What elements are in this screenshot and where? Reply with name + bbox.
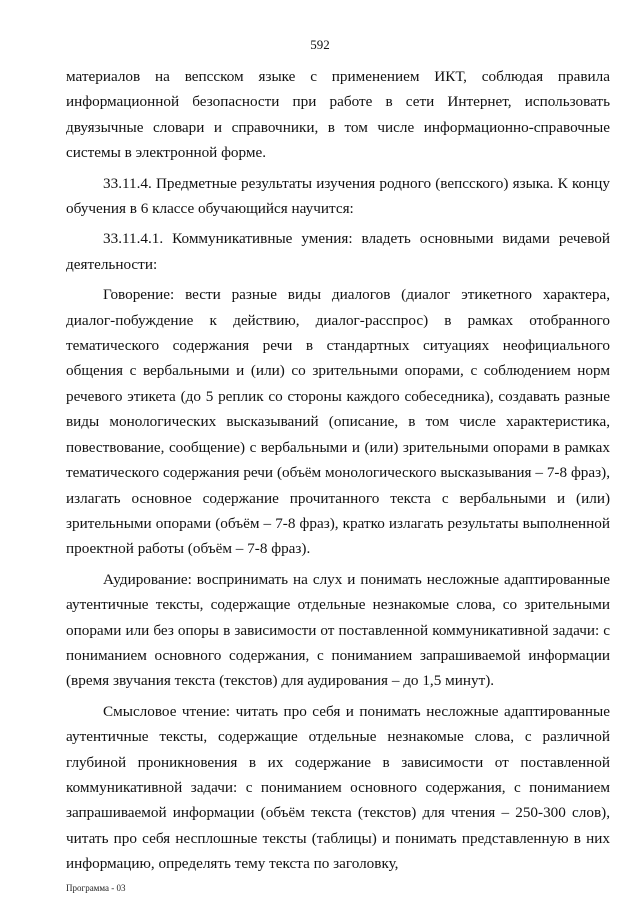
paragraph-continuation: материалов на вепсском языке с применением ИКТ, соблюдая правила информационной безопасности при работе в сети Интернет, использовать двуязычные словари и справочники, в том числе информационно-справочные системы в электронной форме. — [66, 68, 610, 162]
paragraph-section-33-11-4: 33.11.4. Предметные результаты изучения родного (вепсского) языка. К концу обучения в 6 классе обучающийся научится: — [66, 174, 610, 218]
paragraph-speaking: Говорение: вести разные виды диалогов (диалог этикетного характера, диалог-побуждение к действию, диалог-расспрос) в рамках отобранного тематического содержания речи в стандартных ситуациях неофициального общения с вербальными и (или) со зрительными опорами, с соблюдением норм речевого этикета (до 5 реплик со стороны каждого собеседника), создавать разные виды монологических высказываний (описание, в том числе характеристика, повествование, сообщение) с вербальными и (или) зрительными опорами в рамках тематического содержания речи (объём монологического высказывания – 7-8 фраз), излагать основное содержание прочитанного текста с вербальными и (или) зрительными опорами (объём – 7-8 фраз), кратко излагать результаты выполненной проектной работы (объём – 7-8 фраз). — [66, 286, 610, 558]
paragraph-section-33-11-4-1: 33.11.4.1. Коммуникативные умения: владеть основными видами речевой деятельности: — [66, 230, 610, 273]
paragraph-reading: Смысловое чтение: читать про себя и понимать несложные адаптированные аутентичные тексты, содержащие отдельные незнакомые слова, с различной глубиной проникновения в их содержание в зависимости от поставленной коммуникативной задачи: с пониманием основного содержания, с пониманием запрашиваемой информации (объём текста (текстов) для чтения – 250-300 слов), читать про себя несплошные тексты (таблицы) и понимать представленную в них информацию, определять тему текста по заголовку, — [66, 702, 610, 873]
footer-label: Программа - 03 — [66, 883, 126, 893]
paragraph-listening: Аудирование: воспринимать на слух и понимать несложные адаптированные аутентичные тексты, содержащие отдельные незнакомые слова, со зрительными опорами или без опоры в зависимости от поставленной коммуникативной задачи: с пониманием основного содержания, с пониманием запрашиваемой информации (время звучания текста (текстов) для аудирования – до 1,5 минут). — [66, 570, 610, 690]
document-body — [66, 64, 610, 882]
page-number: 592 — [310, 37, 330, 52]
